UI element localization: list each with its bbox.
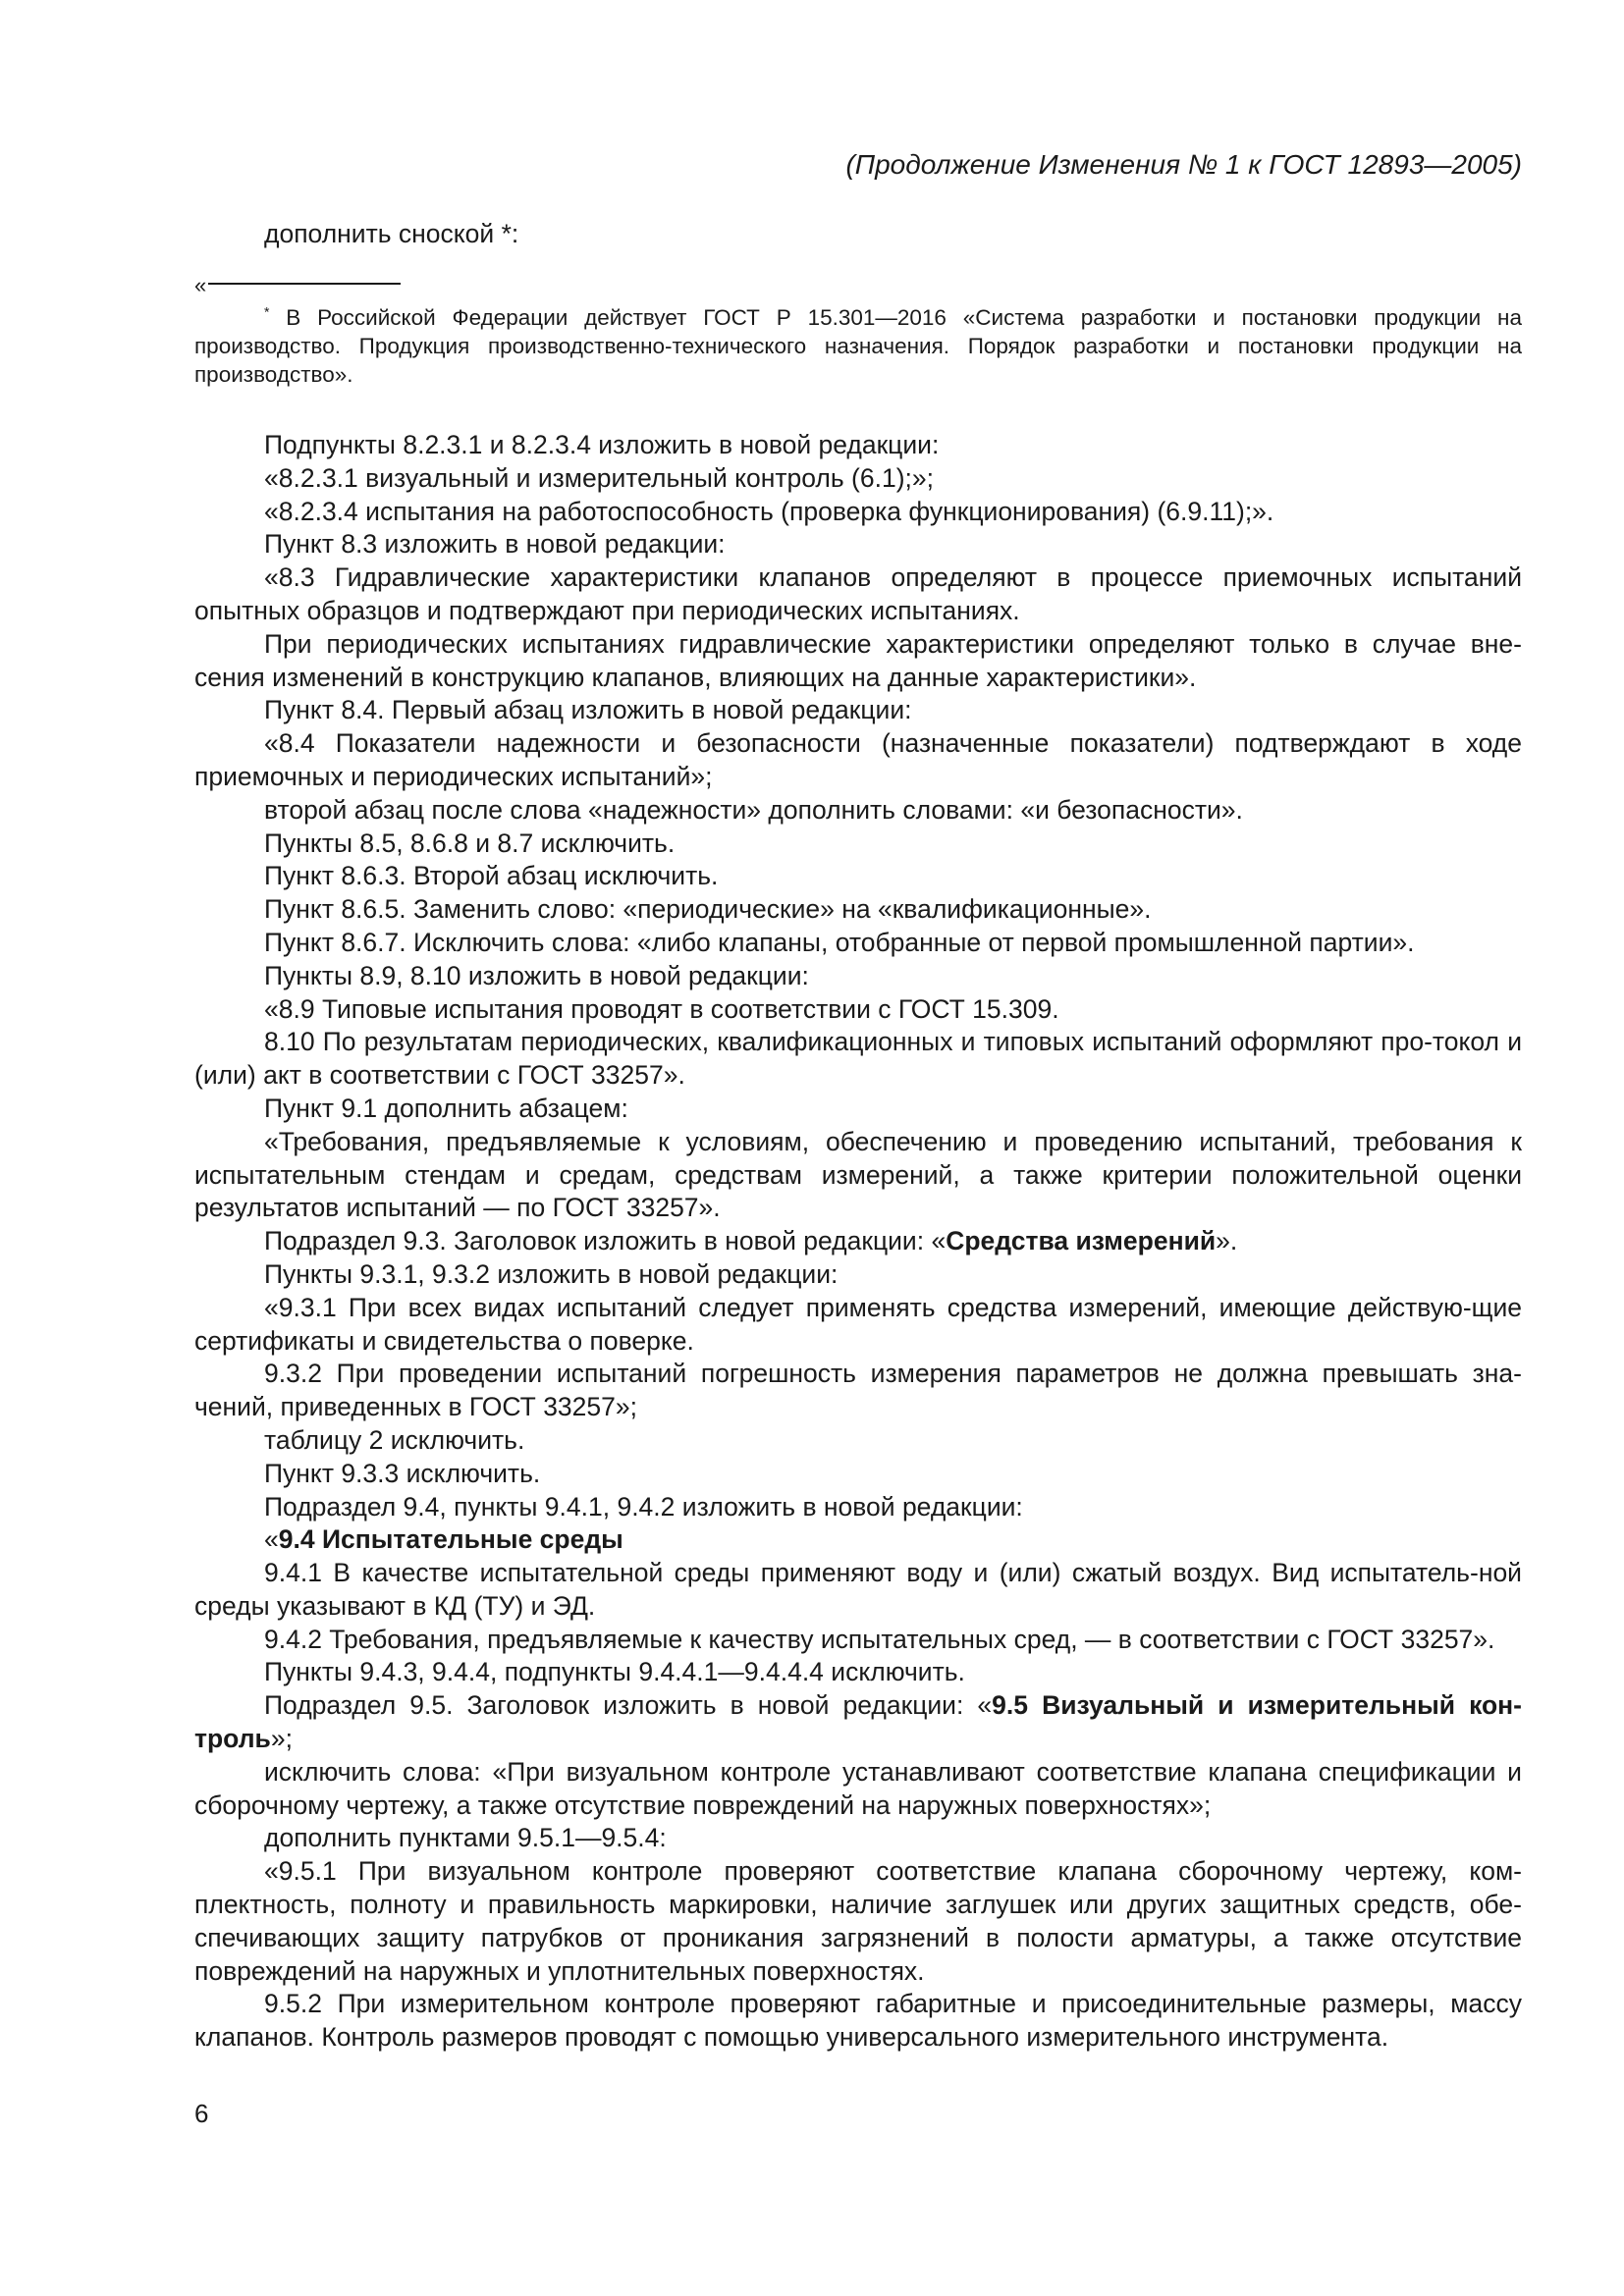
paragraph: Пункт 9.1 дополнить абзацем: [264, 1093, 628, 1123]
paragraph: «Требования, предъявляемые к условиям, обеспечению и проведению испытаний, требования к испытательным стендам и средам, средствам измерений, а также критерии положительной оценки результатов испытаний — по ГОСТ 33257». [194, 1126, 1522, 1223]
paragraph-text: Подраздел 9.3. Заголовок изложить в новой редакции: « [264, 1226, 947, 1256]
page-number: 6 [194, 2099, 209, 2128]
paragraph-bold-text: Средства измерений [946, 1226, 1217, 1256]
paragraph: «8.2.3.1 визуальный и измерительный контроль (6.1);»; [264, 462, 934, 493]
paragraph-text: ». [1216, 1226, 1238, 1256]
paragraph: Пункт 9.3.3 исключить. [264, 1458, 541, 1488]
footnote-open-quote: « [194, 273, 207, 297]
paragraph: 9.3.2 При проведении испытаний погрешность измерения параметров не должна превышать зна-чений, приведенных в ГОСТ 33257»; [194, 1359, 1522, 1422]
paragraph: Пункты 9.4.3, 9.4.4, подпункты 9.4.4.1—9.4.4.4 исключить. [264, 1657, 965, 1687]
paragraph: «8.3 Гидравлические характеристики клапанов определяют в процессе приемочных испытаний опытных образцов и подтверждают при периодических испытаниях. [194, 562, 1522, 625]
paragraph: 8.10 По результатам периодических, квалификационных и типовых испытаний оформляют про-токол и (или) акт в соответствии с ГОСТ 33257». [194, 1027, 1522, 1091]
footnote-rule [208, 283, 401, 285]
paragraph: Подраздел 9.4, пункты 9.4.1, 9.4.2 изложить в новой редакции: [264, 1491, 1023, 1522]
paragraph: При периодических испытаниях гидравлические характеристики определяют только в случае вне-сения изменений в конструкцию клапанов, влияющих на данные характеристики». [194, 628, 1522, 692]
intro-text: дополнить сноской *: [264, 219, 519, 248]
paragraph: Пункты 9.3.1, 9.3.2 изложить в новой редакции: [264, 1258, 839, 1289]
paragraph: таблицу 2 исключить. [264, 1424, 525, 1455]
paragraph: «9.3.1 При всех видах испытаний следует применять средства измерений, имеющие действую-щие сертификаты и свидетельства о поверке. [194, 1292, 1522, 1356]
paragraph-text: « [264, 1524, 279, 1555]
paragraph-text: »; [270, 1724, 293, 1754]
page-header: (Продолжение Изменения № 1 к ГОСТ 12893—2005) [845, 149, 1522, 180]
paragraph: Подпункты 8.2.3.1 и 8.2.3.4 изложить в новой редакции: [264, 430, 940, 459]
paragraph: «9.5.1 При визуальном контроле проверяют соответствие клапана сборочному чертежу, ком-плектность, полноту и правильность маркировки, наличие заглушек или других защитных средств, обе-спечивающих защиту патрубков от проникания загрязнений в полости арматуры, а также отсутствие повреждений на наружных и уплотнительных поверхностях. [194, 1856, 1522, 1986]
paragraph: Пункты 8.9, 8.10 изложить в новой редакции: [264, 960, 809, 990]
paragraph: 9.4.2 Требования, предъявляемые к качеству испытательных сред, — в соответствии с ГОСТ 33257». [264, 1624, 1495, 1654]
footnote-mark: * [264, 303, 270, 320]
paragraph: 9.5.2 При измерительном контроле проверяют габаритные и присоединительные размеры, массу клапанов. Контроль размеров проводят с помощью универсального измерительного инструмента. [194, 1989, 1522, 2053]
paragraph-text: Подраздел 9.5. Заголовок изложить в новой редакции: « [264, 1690, 993, 1721]
paragraph: Пункт 8.3 изложить в новой редакции: [264, 529, 726, 560]
paragraph [194, 1225, 1522, 1258]
paragraph: Пункты 8.5, 8.6.8 и 8.7 исключить. [264, 828, 676, 858]
paragraph: 9.4.1 В качестве испытательной среды применяют воду и (или) сжатый воздух. Вид испытатель-ной среды указывают в КД (ТУ) и ЭД. [194, 1558, 1522, 1621]
paragraph: Пункт 8.6.3. Второй абзац исключить. [264, 861, 719, 891]
paragraph: Пункт 8.6.5. Заменить слово: «периодические» на «квалификационные». [264, 894, 1152, 925]
intro-block [194, 218, 1522, 251]
footnote-text: В Российской Федерации действует ГОСТ Р 15.301—2016 «Система разработки и постановки продукции на производство. Продукция производственно-технического назначения. Порядок разработки и постановки продукции на производство». [194, 305, 1522, 387]
paragraph-bold-text: 9.4 Испытательные среды [278, 1524, 623, 1555]
paragraph: «8.4 Показатели надежности и безопасности (назначенные показатели) подтверждают в ходе приемочных и периодических испытаний»; [194, 728, 1522, 791]
paragraph: дополнить пунктами 9.5.1—9.5.4: [264, 1823, 667, 1853]
paragraph [194, 1689, 1522, 1756]
paragraph: Пункт 8.4. Первый абзац изложить в новой редакции: [264, 695, 912, 725]
paragraph-bold-text: 9.5 Визуальный и измерительный кон-троль [194, 1690, 1523, 1754]
paragraph: исключить слова: «При визуальном контроле устанавливают соответствие клапана спецификации и сборочному чертежу, а также отсутствие повреждений на наружных поверхностях»; [194, 1756, 1522, 1820]
paragraph: второй абзац после слова «надежности» дополнить словами: «и безопасности». [264, 794, 1243, 825]
footnote-separator [194, 275, 401, 296]
main-text [194, 429, 1522, 2055]
paragraph [194, 1523, 1522, 1557]
footnote [194, 303, 1522, 389]
paragraph: «8.9 Типовые испытания проводят в соответствии с ГОСТ 15.309. [264, 993, 1059, 1024]
paragraph: Пункт 8.6.7. Исключить слова: «либо клапаны, отобранные от первой промышленной партии». [264, 927, 1415, 957]
paragraph: «8.2.3.4 испытания на работоспособность (проверка функционирования) (6.9.11);». [264, 496, 1274, 526]
